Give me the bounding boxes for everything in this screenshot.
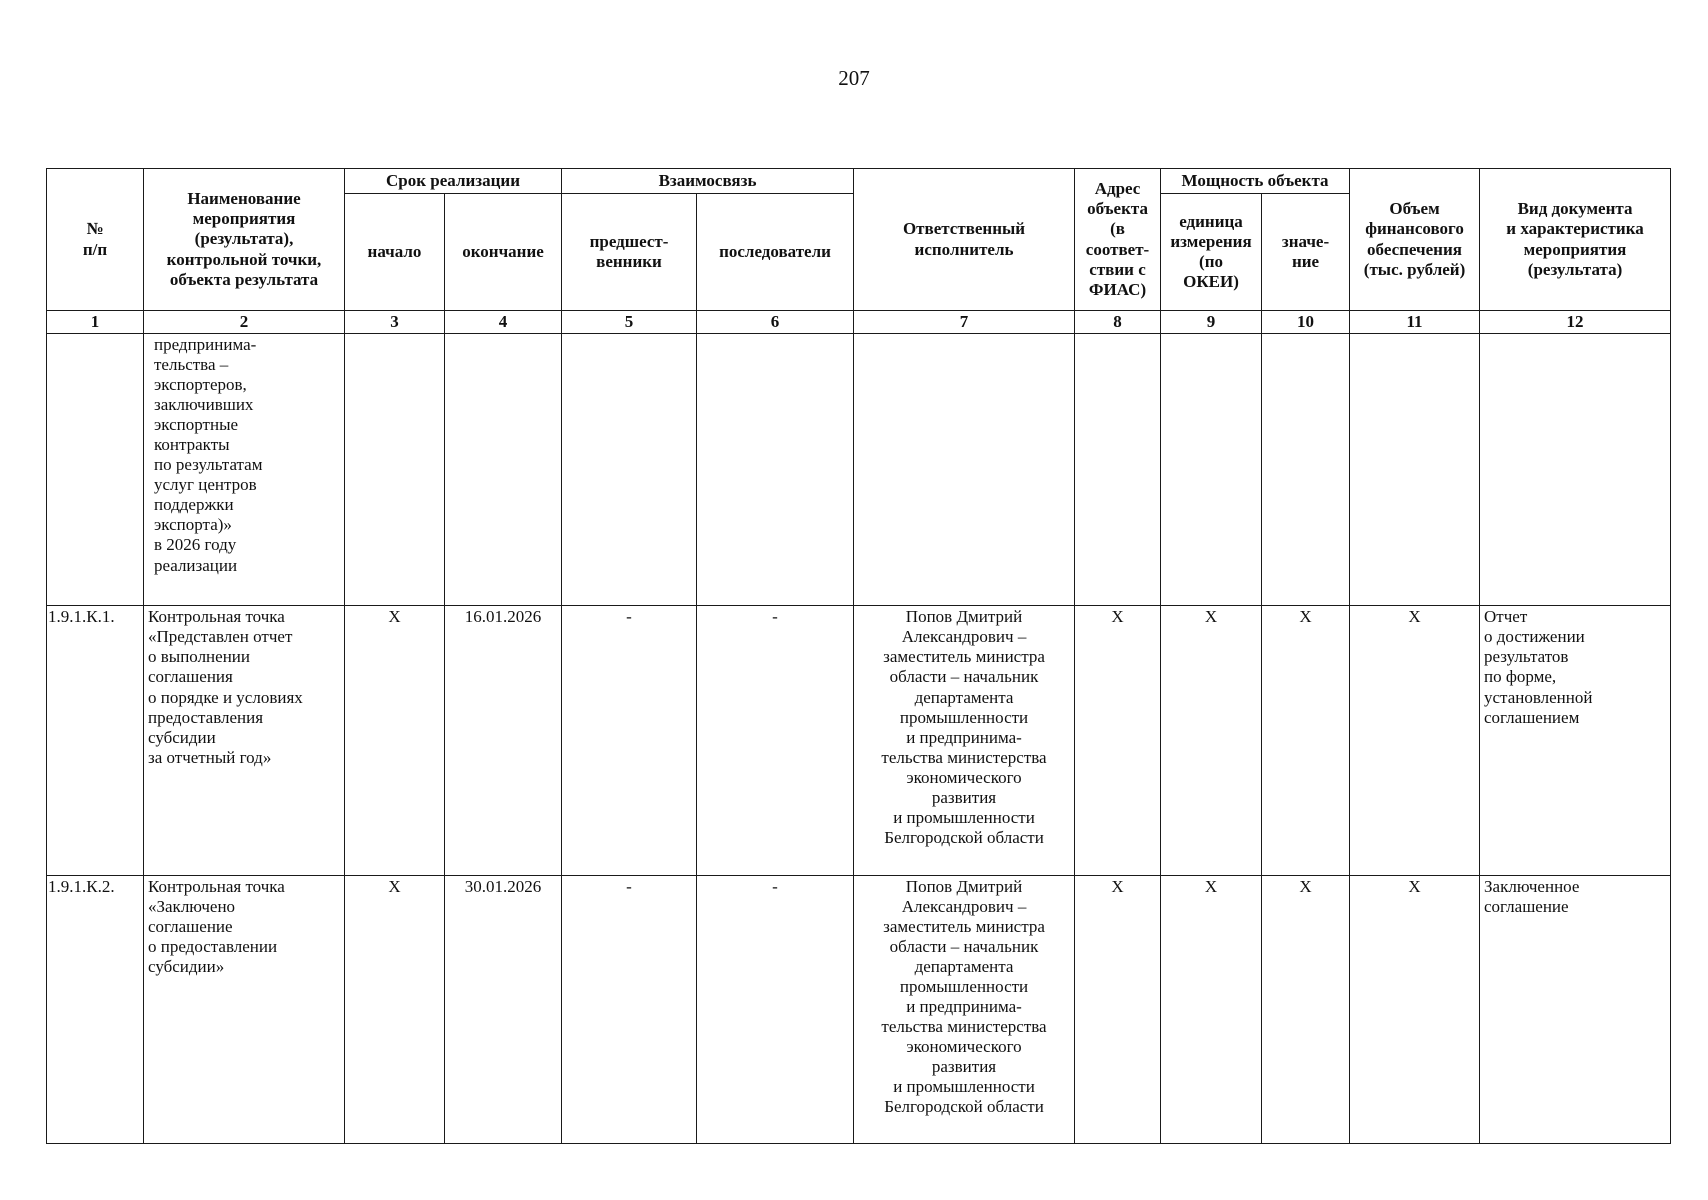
value: Х xyxy=(1262,606,1350,875)
responsible-executor xyxy=(854,334,1075,606)
column-number: 1 xyxy=(47,311,144,334)
column-number: 4 xyxy=(445,311,562,334)
object-address: Х xyxy=(1075,606,1161,875)
predecessors xyxy=(562,334,697,606)
object-address: Х xyxy=(1075,875,1161,1143)
unit xyxy=(1161,334,1262,606)
header-unit: единица измерения (по ОКЕИ) xyxy=(1161,194,1262,311)
column-number: 2 xyxy=(144,311,345,334)
object-address xyxy=(1075,334,1161,606)
column-number: 7 xyxy=(854,311,1075,334)
predecessors: - xyxy=(562,875,697,1143)
column-number: 3 xyxy=(345,311,445,334)
column-number-row xyxy=(47,311,1671,334)
end-date: 30.01.2026 xyxy=(445,875,562,1143)
column-number: 6 xyxy=(697,311,854,334)
successors: - xyxy=(697,606,854,875)
column-number: 9 xyxy=(1161,311,1262,334)
column-number: 5 xyxy=(562,311,697,334)
financing: Х xyxy=(1350,606,1480,875)
header-end: окончание xyxy=(445,194,562,311)
unit: Х xyxy=(1161,875,1262,1143)
implementation-plan-table xyxy=(46,168,1671,1144)
header-relationship: Взаимосвязь xyxy=(562,169,854,194)
start-date: Х xyxy=(345,606,445,875)
event-name: Контрольная точка «Заключено соглашение о предоставлении субсидии» xyxy=(144,875,345,1143)
value: Х xyxy=(1262,875,1350,1143)
header-successors: последователи xyxy=(697,194,854,311)
header-object-address: Адрес объекта (в соответ- ствии с ФИАС) xyxy=(1075,169,1161,311)
header-row-number: № п/п xyxy=(47,169,144,311)
responsible-executor: Попов Дмитрий Александрович – заместитель министра области – начальник департамента промышленности и предпринима- тельства министерства экономического развития и промышленности Белгородской области xyxy=(854,606,1075,875)
successors: - xyxy=(697,875,854,1143)
column-number: 11 xyxy=(1350,311,1480,334)
financing: Х xyxy=(1350,875,1480,1143)
row-number xyxy=(47,334,144,606)
column-number: 12 xyxy=(1480,311,1671,334)
document-type: Отчет о достижении результатов по форме, установленной соглашением xyxy=(1480,606,1671,875)
column-number: 8 xyxy=(1075,311,1161,334)
header-object-capacity: Мощность объекта xyxy=(1161,169,1350,194)
row-number: 1.9.1.К.1. xyxy=(47,606,144,875)
header-event-name: Наименование мероприятия (результата), контрольной точки, объекта результата xyxy=(144,169,345,311)
responsible-executor: Попов Дмитрий Александрович – заместитель министра области – начальник департамента промышленности и предпринима- тельства министерства экономического развития и промышленности Белгородской области xyxy=(854,875,1075,1143)
header-responsible-executor: Ответственный исполнитель xyxy=(854,169,1075,311)
header-row-top xyxy=(47,169,1671,194)
header-predecessors: предшест- венники xyxy=(562,194,697,311)
event-name: Контрольная точка «Представлен отчет о выполнении соглашения о порядке и условиях предоставления субсидии за отчетный год» xyxy=(144,606,345,875)
predecessors: - xyxy=(562,606,697,875)
table-row xyxy=(47,606,1671,875)
start-date xyxy=(345,334,445,606)
header-start: начало xyxy=(345,194,445,311)
header-value: значе- ние xyxy=(1262,194,1350,311)
header-implementation-term: Срок реализации xyxy=(345,169,562,194)
financing xyxy=(1350,334,1480,606)
event-name: предпринима- тельства – экспортеров, заключивших экспортные контракты по результатам услуг центров поддержки экспорта)» в 2026 году реализации xyxy=(144,334,345,606)
column-number: 10 xyxy=(1262,311,1350,334)
row-number: 1.9.1.К.2. xyxy=(47,875,144,1143)
successors xyxy=(697,334,854,606)
document-type: Заключенное соглашение xyxy=(1480,875,1671,1143)
start-date: Х xyxy=(345,875,445,1143)
value xyxy=(1262,334,1350,606)
end-date: 16.01.2026 xyxy=(445,606,562,875)
table-row xyxy=(47,334,1671,606)
header-financing-volume: Объем финансового обеспечения (тыс. рублей) xyxy=(1350,169,1480,311)
page-number: 207 xyxy=(838,66,870,90)
unit: Х xyxy=(1161,606,1262,875)
header-document-type: Вид документа и характеристика мероприятия (результата) xyxy=(1480,169,1671,311)
document-type xyxy=(1480,334,1671,606)
table-row xyxy=(47,875,1671,1143)
end-date xyxy=(445,334,562,606)
